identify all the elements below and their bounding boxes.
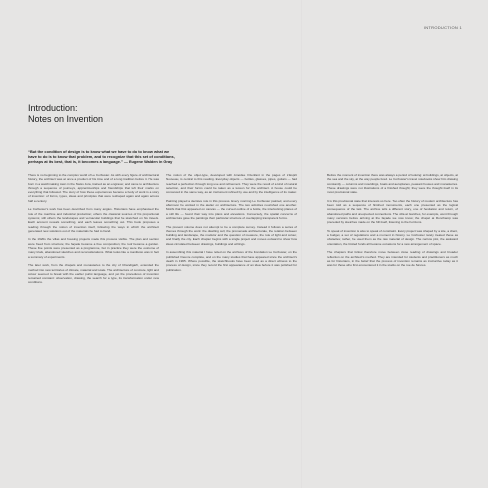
text-column-2 [166, 173, 297, 276]
paragraph: The notion of the objet-type, developed with Amédée Ozenfant in the pages of L'Esprit Nouveau, is central to this reading. Everyday objects — bottles, glasses, pipes, guitars — had reached a perfection through long use and refinement. They were the result of a kind of natural selection, and their forms could be taken as a lesson for the architect. A house could be conceived in the same way, as an instrument refined by use and by the intelligence of its maker. [166, 173, 297, 195]
text-column-1 [28, 173, 159, 289]
running-header: INTRODUCTION 1 [423, 25, 462, 30]
paragraph: Before the moment of invention there was always a period of looking: at buildings, at objects, at the sea and the sky, at the way people lived. Le Corbusier's travel notebooks show him drawing constantly — columns and mouldings, boats and aeroplanes, peasant houses and monasteries. These drawings were not illustrations of a finished thought; they were the thought itself in its most provisional state. [327, 173, 458, 195]
chapter-title-line-2: Notes on Invention [28, 114, 104, 124]
paragraph: The present volume does not attempt to be a complete survey. Instead it follows a series of themes through the work: the dwelling cell, the promenade architecturale, the relation between building and landscape, the modulor and the question of measure, the role of light and colour, and finally the city. Each chapter begins with a single project and moves outward to show how ideas circulated between drawings, buildings and writings. [166, 224, 297, 246]
paragraph: The later work, from the chapels and monasteries to the city of Chandigarh, extended the method into new territories of climate, material and scale. The architecture of concrete, light and colour seemed to break with the earlier purist language, and yet the procedures of invention remained constant: observation, drawing, the search for a type, its transformation under new conditions. [28, 263, 159, 285]
paragraph: To speak of invention is also to speak of constraint. Every project was shaped by a site, a client, a budget, a set of regulations and a moment in history. Le Corbusier rarely treated these as obstacles; rather, he used them as the raw material of design. The narrow plot, the awkward orientation, the limited funds all became occasions for a new arrangement of space. [327, 228, 458, 246]
paragraph: In the 1920s the villas and housing projects made this process visible. The plan and section were freed from structure; the façade became a free composition; the roof became a garden. These five points were presented as a programme, but in practice they were the outcome of many trials, abandoned sketches and reconsiderations. What looks like a manifesto was in fact a summary of experiments. [28, 237, 159, 259]
chapter-title [28, 103, 208, 125]
paragraph: Painting played a decisive role in this process. Every morning Le Corbusier painted, and every afternoon he worked in the atelier on architecture. The two activities nourished one another. Motifs that first appeared on canvas — the curved outline of a bottle, the interlocking planes of a still life — found their way into plans and elevations. Conversely, the spatial concerns of architecture gave the paintings their particular structure of overlapping transparent forms. [166, 198, 297, 220]
paragraph: Le Corbusier's work has been described from many angles. Historians have emphasised the role of the machine and industrial production; others the classical sources of his proportional systems; still others the landscapes and vernacular buildings that he sketched on his travels. Each account reveals something, and each leaves something out. This book proposes a reading through the notion of invention itself, following the ways in which the architect generated new solutions out of the materials he had to hand. [28, 207, 159, 233]
epigraph-quote: “But the condition of design is to know what we have to do to know what we have to do is to know that problem, and to recognize that this set of conditions, perhaps at its best, that is, it becomes a language.” — Eugene Walden in Gray [28, 149, 175, 165]
paragraph: The chapters that follow therefore move between close reading of drawings and broader reflection on the architect's method. They are intended for students and practitioners as much as for historians, in the belief that the process of invention remains as instructive today as it was for those who first encountered it in the studio on the rue de Sèvres. [327, 250, 458, 268]
paragraph: It is this provisional state that interests us here. Too often the history of modern architecture has been told as a sequence of finished monuments, each one presented as the logical consequence of the last. The archive tells a different story, one of hesitation and return, of abandoned paths and unexpected connections. The villa at Garches, for example, went through many versions before arriving at the façade we now know; the chapel at Ronchamp was preceded by sketches made on the hill itself, listening to the horizons. [327, 198, 458, 225]
chapter-title-line-1: Introduction: [28, 103, 78, 113]
text-column-3 [327, 173, 458, 272]
page-gutter [301, 0, 302, 488]
paragraph: In assembling this material I have relied on the archives of the Fondation Le Corbusier, on the published Oeuvre complète, and on the many studies that have appeared since the architect's death in 1965. Where possible, the sketchbooks have been used as a direct witness to the process of design, since they record the first appearance of an idea before it was polished for publication. [166, 250, 297, 272]
paragraph: There is no beginning to the complex world of Le Corbusier. As with every figure of architectural history, the architect was at once a product of his time and of a long tradition before it. He was born in a watchmaking town in the Swiss Jura, trained as an engraver, and came to architecture through a sequence of journeys, apprenticeships and friendships that left their marks on everything that followed. The story of how these experiences became a body of work is a story of invention: of forms, types, ideas and principles that were reshaped again and again across half a century. [28, 173, 159, 203]
